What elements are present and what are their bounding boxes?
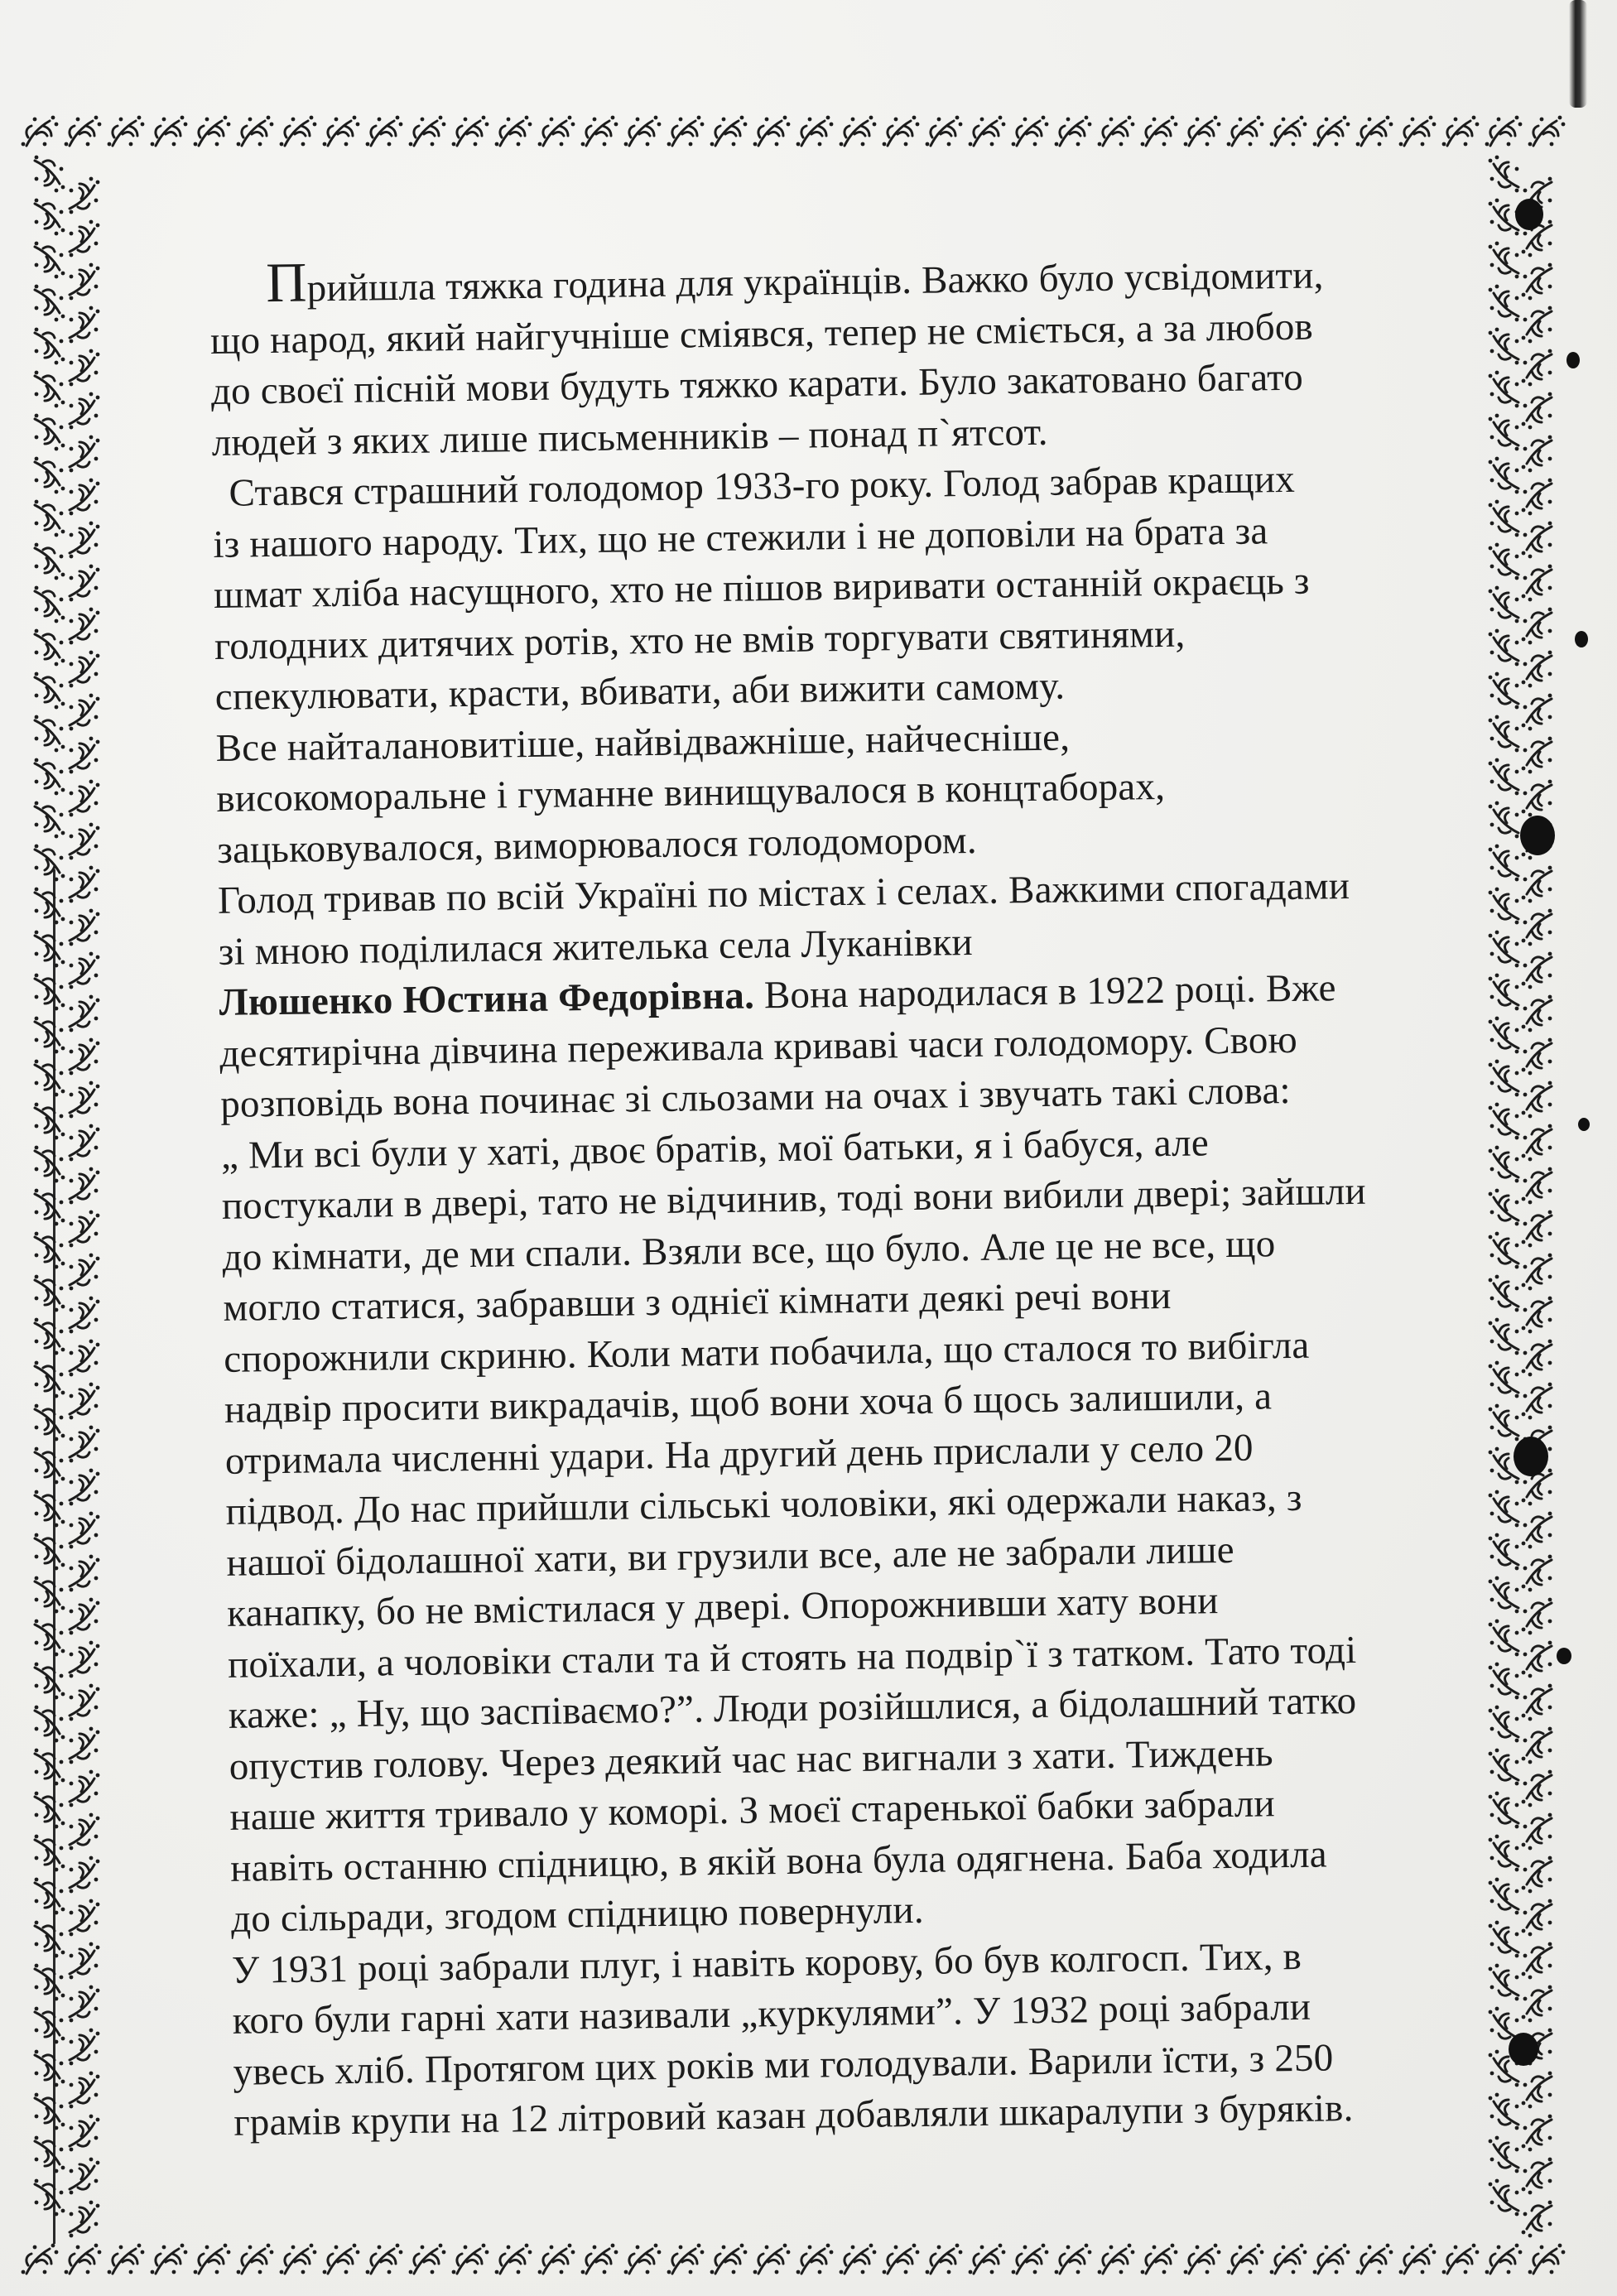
drop-cap: П xyxy=(265,250,308,315)
quote-line-11: поїхали, а чоловіки стали та й стоять на подвір`ї з татком. Тато тоді xyxy=(227,1628,1357,1687)
quote-line-12: каже: „ Ну, що заспіваємо?”. Люди розійшлися, а бідолашний татко xyxy=(228,1679,1357,1737)
torn-edge-mark xyxy=(1569,0,1587,108)
binding-hole-2 xyxy=(1566,352,1580,368)
quote-line-6: надвір просити викрадачів, щоб вони хоча б щось залишили, а xyxy=(224,1374,1273,1432)
paragraph-5-line-1: У 1931 році забрали плуг, і навіть корову, бо був колгосп. Тих, в xyxy=(231,1934,1302,1992)
paragraph-3-line-2: високоморальне і гуманне винищувалося в концтаборах, xyxy=(216,764,1166,821)
paragraph-4-line-4: десятирічна дівчина переживала криваві часи голодомору. Свою xyxy=(219,1018,1298,1076)
quote-line-7: отримала численні удари. На другий день прислали у село 20 xyxy=(224,1426,1254,1483)
quote-line-5: спорожнили скриню. Коли мати побачила, що сталося то вибігла xyxy=(223,1323,1310,1381)
paragraph-5-line-4: грамів крупи на 12 літровий казан добавляли шкаралупи з буряків. xyxy=(233,2087,1354,2144)
quote-line-4: могло статися, забравши з однієї кімнати деякі речі вони xyxy=(223,1273,1172,1330)
paragraph-5-line-3: увесь хліб. Протягом цих років ми голодували. Варили їсти, з 250 xyxy=(233,2035,1334,2094)
quote-line-14: наше життя тривало у коморі. З моєї старенької бабки забрали xyxy=(229,1782,1276,1839)
paragraph-4-line-1: Голод тривав по всій Україні по містах і селах. Важкими спогадами xyxy=(217,864,1350,922)
binding-hole-5 xyxy=(1578,1118,1590,1131)
paragraph-2-line-2: із нашого народу. Тих, що не стежили і не доповіли на брата за xyxy=(213,508,1268,566)
quote-line-13: опустив голову. Через деякий час нас вигнали з хати. Тиждень xyxy=(229,1730,1274,1788)
quote-line-16: до сільради, згодом спідницю повернули. xyxy=(230,1888,925,1941)
paragraph-1-line-4: людей з яких лише письменників – понад п`ятсот. xyxy=(211,410,1049,464)
paragraph-3-line-3: зацьковувалося, виморювалося голодомором. xyxy=(216,818,978,872)
binding-hole-3 xyxy=(1575,631,1588,647)
text-span: рийшла тяжка година для українців. Важко було усвідомити, xyxy=(306,253,1324,310)
binding-hole-7 xyxy=(1557,1648,1571,1664)
text-span: Вона народилася в 1922 році. Вже xyxy=(753,966,1336,1018)
paragraph-4-line-5: розповідь вона починає зі сльозами на очах і звучать такі слова: xyxy=(219,1068,1292,1126)
paragraph-1-line-2: що народ, який найгучніше сміявся, тепер не сміється, а за любов xyxy=(209,305,1314,363)
witness-name: Люшенко Юстина Федорівна. xyxy=(219,974,755,1024)
paragraph-2-line-5: спекулювати, красти, вбивати, аби вижити самому. xyxy=(214,664,1066,719)
paragraph-2-line-3: шмат хліба насущного, хто не пішов виривати останній окраєць з xyxy=(213,559,1310,617)
quote-line-1: „ Ми всі були у хаті, двоє братів, мої батьки, я і бабуся, але xyxy=(220,1120,1210,1177)
paragraph-3-line-1: Все найталановитіше, найвідважніше, найчесніше, xyxy=(215,715,1071,770)
quote-line-8: підвод. До нас прийшли сільські чоловіки, які одержали наказ, з xyxy=(225,1475,1302,1533)
paragraph-2-line-4: голодних дитячих ротів, хто не вмів торгувати святинями, xyxy=(214,612,1186,668)
binding-hole-1 xyxy=(1515,199,1543,230)
quote-line-9: нашої бідолашної хати, ви грузили все, але не забрали лише xyxy=(226,1528,1235,1585)
paragraph-4-line-2: зі мною поділилася жителька села Луканівки xyxy=(218,920,974,974)
paragraph-5-line-2: кого були гарні хати називали „куркулями”. У 1932 році забрали xyxy=(232,1985,1311,2043)
body-text xyxy=(209,248,1530,2149)
quote-line-2: постукали в двері, тато не відчинив, тоді вони вибили двері; зайшли xyxy=(221,1169,1367,1228)
paragraph-1-line-3: до своєї пісній мови будуть тяжко карати. Було закатовано багато xyxy=(210,355,1304,413)
paragraph-2-line-1: Стався страшний голодомор 1933-го року. Голод забрав кращих xyxy=(229,457,1296,515)
quote-line-15: навіть останню спідницю, в якій вона була одягнена. Баба ходила xyxy=(230,1832,1328,1890)
quote-line-10: канапку, бо не вмістилася у двері. Опорожнивши хату вони xyxy=(226,1579,1219,1635)
quote-line-3: до кімнати, де ми спали. Взяли все, що було. Але це не все, що xyxy=(222,1221,1276,1279)
binding-hole-4 xyxy=(1520,816,1555,855)
